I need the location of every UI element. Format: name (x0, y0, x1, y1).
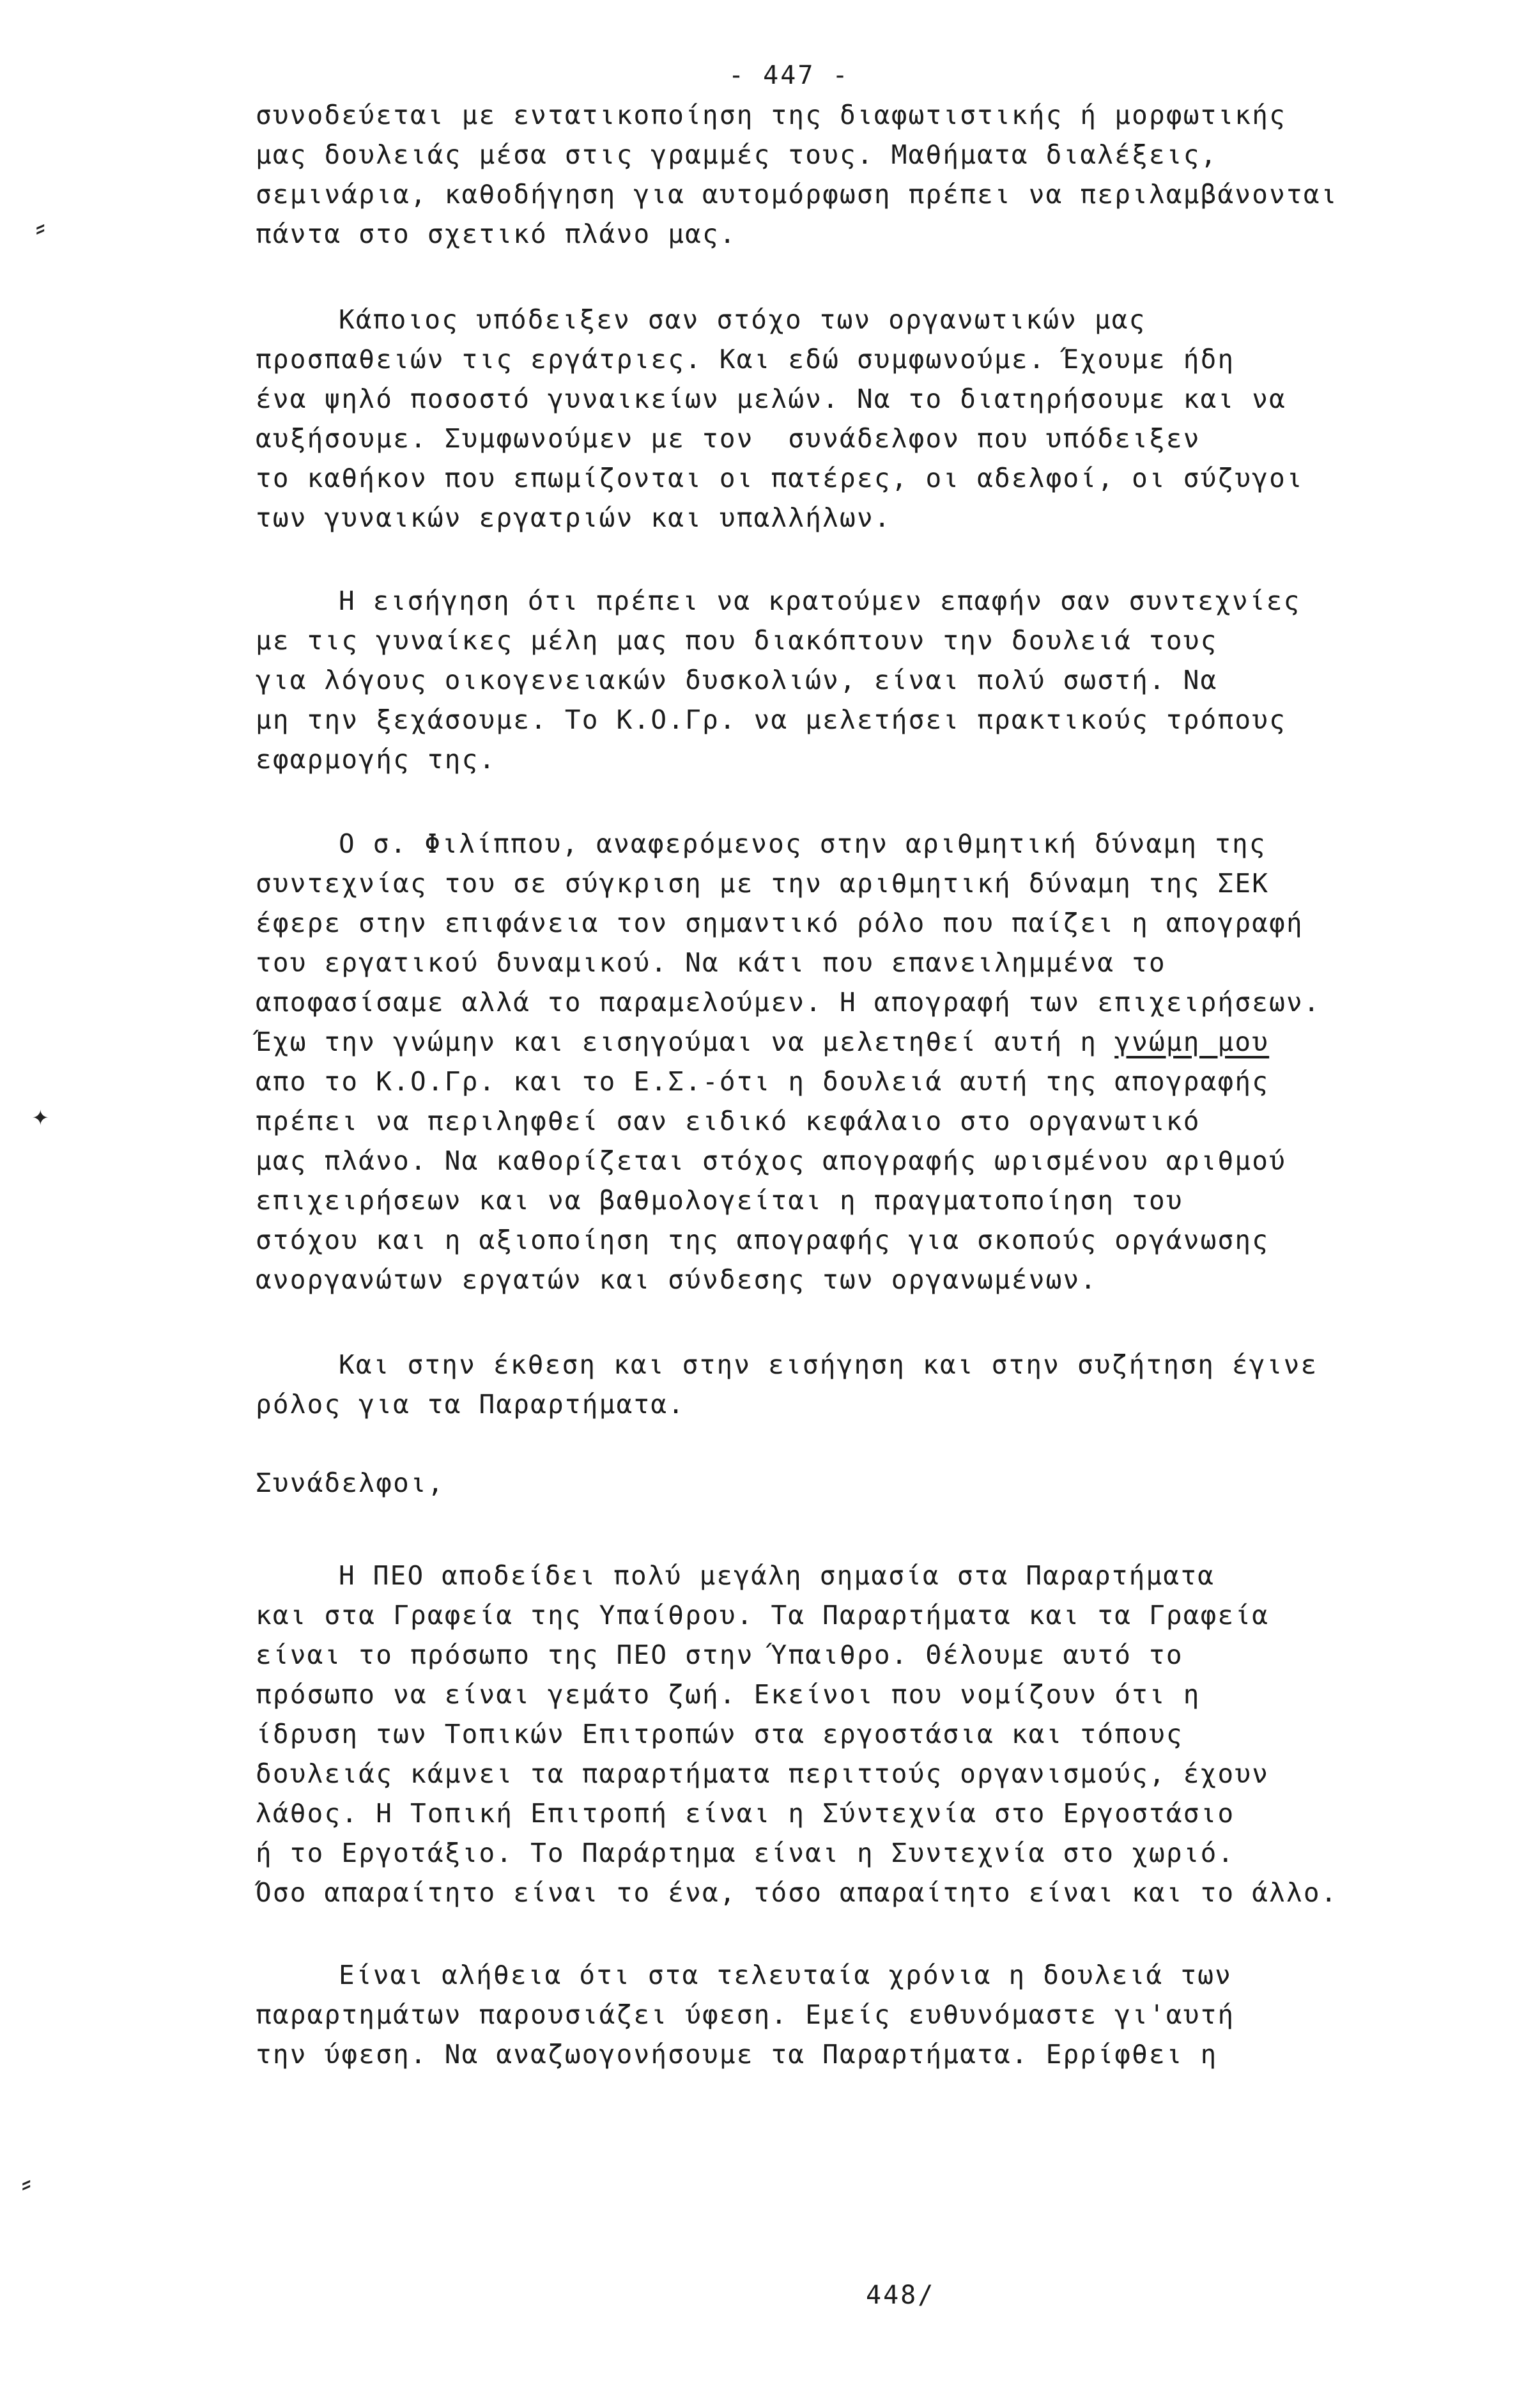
text-line: πρόσωπο να είναι γεμάτο ζωή. Εκείνοι που νομίζουν ότι η (256, 1679, 1201, 1710)
text-line: με τις γυναίκες μέλη μας που διακόπτουν την δουλειά τους (256, 625, 1218, 656)
text-line: για λόγους οικογενειακών δυσκολιών, είναι πολύ σωστή. Να (256, 665, 1218, 695)
text-line: έφερε στην επιφάνεια τον σημαντικό ρόλο που παίζει η απογραφή (256, 908, 1304, 938)
margin-mark-icon: ⸗ (18, 2167, 35, 2199)
text-line: ή το Εργοτάξιο. Το Παράρτημα είναι η Συντεχνία στο χωριό. (256, 1838, 1235, 1868)
text-line: και στα Γραφεία της Υπαίθρου. Τα Παραρτήματα και τα Γραφεία (256, 1600, 1270, 1631)
text-line-start: Έχω την γνώμην και εισηγούμαι να μελετηθεί αυτή η (256, 1027, 1115, 1057)
text-line: Η εισήγηση ότι πρέπει να κρατούμεν επαφήν σαν συντεχνίες (339, 585, 1301, 616)
text-line: αυξήσουμε. Συμφωνούμεν με τον συνάδελφον που υπόδειξεν (256, 423, 1201, 454)
text-line: ένα ψηλό ποσοστό γυναικείων μελών. Να το διατηρήσουμε και να (256, 384, 1287, 414)
text-line: μας δουλειάς μέσα στις γραμμές τους. Μαθήματα διαλέξεις, (256, 139, 1218, 170)
text-line: συνοδεύεται με εντατικοποίηση της διαφωτιστικής ή μορφωτικής (256, 100, 1287, 130)
underlined-phrase: γνώμη μου (1114, 1027, 1270, 1057)
text-line: μας πλάνο. Να καθορίζεται στόχος απογραφής ωρισμένου αριθμού (256, 1145, 1287, 1176)
text-line: επιχειρήσεων και να βαθμολογείται η πραγματοποίηση του (256, 1185, 1183, 1216)
text-line: λάθος. Η Τοπική Επιτροπή είναι η Σύντεχνία στο Εργοστάσιο (256, 1798, 1235, 1829)
next-page-number: 448/ (866, 2281, 936, 2310)
text-line: ρόλος για τα Παραρτήματα. (256, 1389, 686, 1420)
page-number: - 447 - (728, 61, 850, 90)
text-line: το καθήκον που επωμίζονται οι πατέρες, οι αδελφοί, οι σύζυγοι (256, 463, 1304, 493)
text-line: μη την ξεχάσουμε. Το Κ.Ο.Γρ. να μελετήσει πρακτικούς τρόπους (256, 704, 1287, 735)
text-line: ανοργανώτων εργατών και σύνδεσης των οργανωμένων. (256, 1264, 1098, 1295)
text-line: Ο σ. Φιλίππου, αναφερόμενος στην αριθμητική δύναμη της (339, 828, 1267, 859)
text-line: ίδρυση των Τοπικών Επιτροπών στα εργοστάσια και τόπους (256, 1719, 1183, 1749)
text-line: είναι το πρόσωπο της ΠΕΟ στην Ύπαιθρο. Θέλουμε αυτό το (256, 1639, 1183, 1670)
text-line: σεμινάρια, καθοδήγηση για αυτομόρφωση πρέπει να περιλαμβάνονται (256, 179, 1338, 210)
text-line: εφαρμογής της. (256, 744, 497, 775)
text-line: Και στην έκθεση και στην εισήγηση και στην συζήτηση έγινε (339, 1349, 1318, 1380)
text-line: Η ΠΕΟ αποδείδει πολύ μεγάλη σημασία στα Παραρτήματα (339, 1560, 1215, 1591)
text-line (256, 1029, 1269, 1055)
text-line: Είναι αλήθεια ότι στα τελευταία χρόνια η δουλειά των (339, 1960, 1232, 1990)
text-line: του εργατικού δυναμικού. Να κάτι που επανειλημμένα το (256, 947, 1166, 978)
salutation: Συνάδελφοι, (256, 1468, 445, 1498)
text-line: δουλειάς κάμνει τα παραρτήματα περιττούς οργανισμούς, έχουν (256, 1758, 1270, 1789)
text-line: Όσο απαραίτητο είναι το ένα, τόσο απαραίτητο είναι και το άλλο. (256, 1877, 1338, 1908)
text-line: προσπαθειών τις εργάτριες. Και εδώ συμφωνούμε. Έχουμε ήδη (256, 344, 1235, 375)
text-line: πρέπει να περιληφθεί σαν ειδικό κεφάλαιο στο οργανωτικό (256, 1106, 1201, 1136)
text-line: στόχου και η αξιοποίηση της απογραφής για σκοπούς οργάνωσης (256, 1225, 1270, 1255)
text-line: απο το Κ.Ο.Γρ. και το Ε.Σ.-ότι η δουλειά αυτή της απογραφής (256, 1066, 1270, 1097)
text-line: των γυναικών εργατριών και υπαλλήλων. (256, 502, 891, 533)
margin-asterisk-icon: ✦ (32, 1099, 49, 1132)
text-line: παραρτημάτων παρουσιάζει ύφεση. Εμείς ευθυνόμαστε γι'αυτή (256, 1999, 1235, 2030)
margin-mark-icon: ⸗ (32, 211, 49, 244)
text-line: Κάποιος υπόδειξεν σαν στόχο των οργανωτικών μας (339, 304, 1146, 335)
text-line: την ύφεση. Να αναζωογονήσουμε τα Παραρτήματα. Ερρίφθει η (256, 2039, 1218, 2070)
text-line: πάντα στο σχετικό πλάνο μας. (256, 219, 737, 249)
text-line: αποφασίσαμε αλλά το παραμελούμεν. Η απογραφή των επιχειρήσεων. (256, 987, 1321, 1018)
text-line: συντεχνίας του σε σύγκριση με την αριθμητική δύναμη της ΣΕΚ (256, 868, 1270, 899)
